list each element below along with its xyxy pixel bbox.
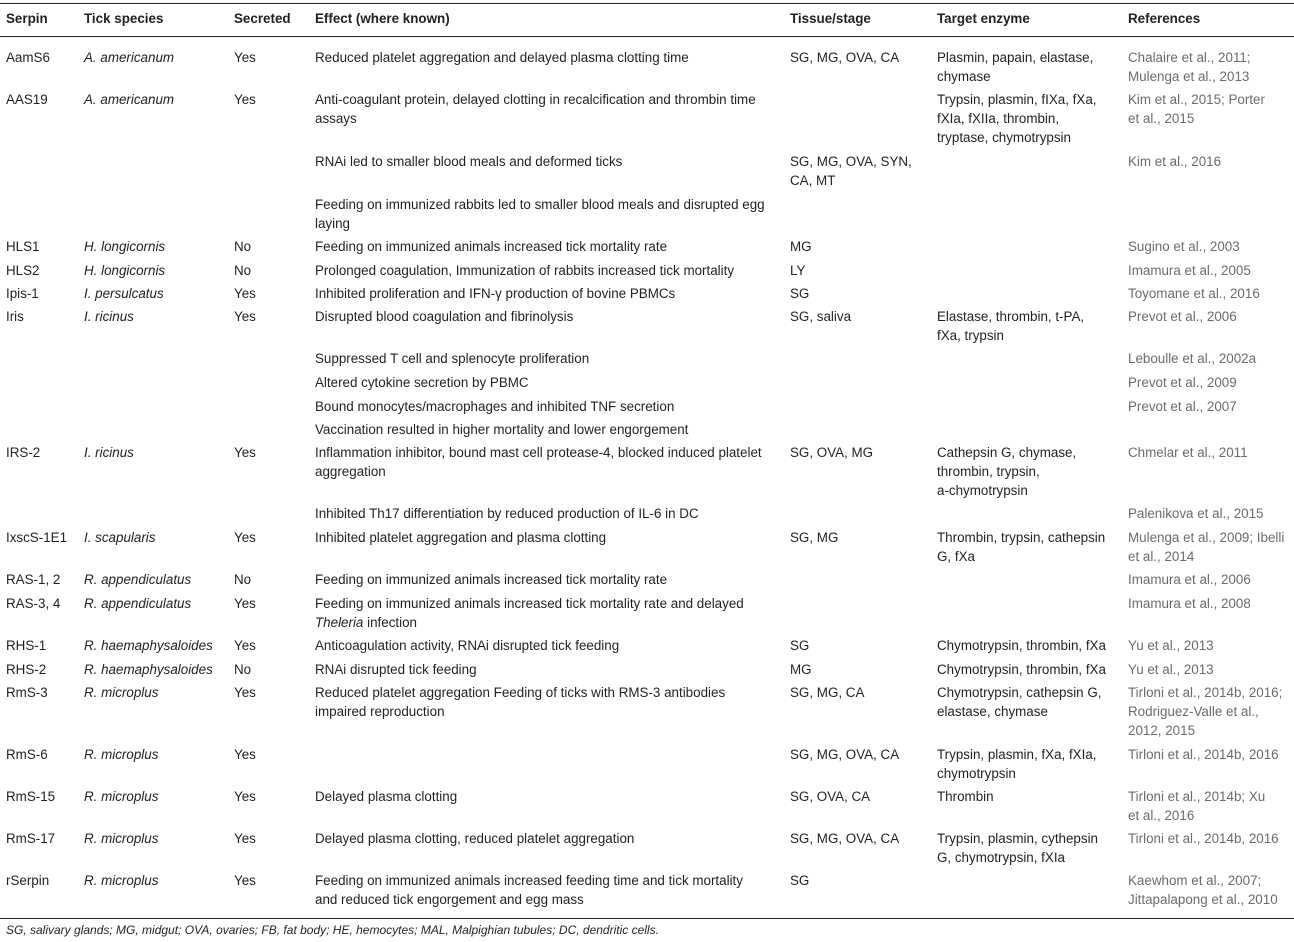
cell-serpin: RmS-3 xyxy=(6,685,48,700)
cell-secreted: No xyxy=(234,263,252,278)
header-species: Tick species xyxy=(84,11,164,26)
cell-serpin: IxscS-1E1 xyxy=(6,530,68,545)
table-footnote: SG, salivary glands; MG, midgut; OVA, ovaries; FB, fat body; HE, hemocytes; MAL, Malpighian tubules; DC, dendritic cells. xyxy=(6,923,659,937)
cell-species: R. microplus xyxy=(84,747,159,762)
cell-species: R. microplus xyxy=(84,831,159,846)
cell-serpin: Ipis-1 xyxy=(6,286,39,301)
header-references: References xyxy=(1128,11,1201,26)
cell-references: Kaewhom et al., 2007; xyxy=(1128,873,1262,888)
cell-references: Toyomane et al., 2016 xyxy=(1128,286,1260,301)
cell-secreted: No xyxy=(234,572,252,587)
cell-effect: Suppressed T cell and splenocyte proliferation xyxy=(315,351,590,366)
cell-secreted: Yes xyxy=(234,309,256,324)
cell-serpin: Iris xyxy=(6,309,24,324)
cell-species: R. haemaphysaloides xyxy=(84,662,213,677)
cell-target: Cathepsin G, chymase, xyxy=(937,445,1077,460)
cell-serpin: AAS19 xyxy=(6,92,48,107)
cell-references: Kim et al., 2015; Porter xyxy=(1128,92,1265,107)
cell-references: Chalaire et al., 2011; xyxy=(1128,50,1251,65)
cell-target: tryptase, chymotrypsin xyxy=(937,130,1071,145)
cell-serpin: RmS-17 xyxy=(6,831,56,846)
genus-name: Theleria xyxy=(315,615,364,630)
cell-references: Imamura et al., 2006 xyxy=(1128,572,1251,587)
cell-references: Yu et al., 2013 xyxy=(1128,662,1214,677)
cell-effect: Delayed plasma clotting xyxy=(315,789,458,804)
cell-effect: aggregation xyxy=(315,464,386,479)
cell-tissue: MG xyxy=(790,239,812,254)
cell-serpin: IRS-2 xyxy=(6,445,41,460)
cell-references: Tirloni et al., 2014b, 2016; xyxy=(1128,685,1283,700)
cell-references: Leboulle et al., 2002a xyxy=(1128,351,1257,366)
cell-serpin: AamS6 xyxy=(6,50,50,65)
cell-target: Thrombin, trypsin, cathepsin xyxy=(937,530,1106,545)
cell-effect: Altered cytokine secretion by PBMC xyxy=(315,375,529,390)
cell-serpin: RmS-6 xyxy=(6,747,48,762)
cell-target: chymotrypsin xyxy=(937,766,1016,781)
cell-references: Palenikova et al., 2015 xyxy=(1128,506,1264,521)
header-target: Target enzyme xyxy=(937,11,1030,26)
cell-tissue: SG, OVA, CA xyxy=(790,789,871,804)
cell-references: Prevot et al., 2009 xyxy=(1128,375,1237,390)
cell-species: R. appendiculatus xyxy=(84,596,192,611)
table-bottom-rule xyxy=(0,918,1294,919)
cell-serpin: HLS1 xyxy=(6,239,40,254)
cell-species: R. microplus xyxy=(84,873,159,888)
cell-secreted: Yes xyxy=(234,286,256,301)
cell-secreted: Yes xyxy=(234,50,256,65)
cell-references: Kim et al., 2016 xyxy=(1128,154,1222,169)
cell-effect: laying xyxy=(315,216,350,231)
cell-references: 2012, 2015 xyxy=(1128,723,1196,738)
cell-target: thrombin, trypsin, xyxy=(937,464,1040,479)
cell-tissue: SG, MG, OVA, CA xyxy=(790,747,900,762)
cell-references: Sugino et al., 2003 xyxy=(1128,239,1240,254)
cell-references: Jittapalapong et al., 2010 xyxy=(1128,892,1278,907)
cell-references: Tirloni et al., 2014b, 2016 xyxy=(1128,747,1279,762)
cell-effect: Theleria infection xyxy=(315,615,417,630)
cell-references: Chmelar et al., 2011 xyxy=(1128,445,1248,460)
cell-serpin: RHS-1 xyxy=(6,638,47,653)
cell-effect: Feeding on immunized animals increased feeding time and tick mortality xyxy=(315,873,743,888)
header-tissue: Tissue/stage xyxy=(790,11,871,26)
cell-references: et al., 2015 xyxy=(1128,111,1195,126)
table-top-rule xyxy=(0,3,1294,4)
cell-effect: Inhibited Th17 differentiation by reduced production of IL-6 in DC xyxy=(315,506,699,521)
cell-species: I. ricinus xyxy=(84,309,134,324)
cell-species: I. persulcatus xyxy=(84,286,164,301)
cell-references: Imamura et al., 2005 xyxy=(1128,263,1251,278)
cell-serpin: RmS-15 xyxy=(6,789,56,804)
cell-secreted: Yes xyxy=(234,596,256,611)
cell-effect: Disrupted blood coagulation and fibrinolysis xyxy=(315,309,574,324)
cell-species: I. ricinus xyxy=(84,445,134,460)
cell-target: elastase, chymase xyxy=(937,704,1048,719)
cell-secreted: No xyxy=(234,662,252,677)
cell-target: Elastase, thrombin, t-PA, xyxy=(937,309,1085,324)
cell-effect: Bound monocytes/macrophages and inhibited TNF secretion xyxy=(315,399,675,414)
cell-serpin: HLS2 xyxy=(6,263,40,278)
cell-target: Plasmin, papain, elastase, xyxy=(937,50,1094,65)
cell-target: Chymotrypsin, cathepsin G, xyxy=(937,685,1102,700)
cell-effect: RNAi led to smaller blood meals and deformed ticks xyxy=(315,154,623,169)
header-secreted: Secreted xyxy=(234,11,291,26)
cell-references: Rodriguez-Valle et al., xyxy=(1128,704,1259,719)
cell-species: H. longicornis xyxy=(84,239,166,254)
cell-effect: Reduced platelet aggregation Feeding of ticks with RMS-3 antibodies xyxy=(315,685,726,700)
cell-tissue: SG, OVA, MG xyxy=(790,445,874,460)
cell-species: H. longicornis xyxy=(84,263,166,278)
cell-references: Tirloni et al., 2014b, 2016 xyxy=(1128,831,1279,846)
cell-species: R. microplus xyxy=(84,685,159,700)
cell-references: Imamura et al., 2008 xyxy=(1128,596,1251,611)
cell-effect: Inhibited proliferation and IFN-γ production of bovine PBMCs xyxy=(315,286,676,301)
cell-references: Prevot et al., 2007 xyxy=(1128,399,1237,414)
cell-target: fXa, trypsin xyxy=(937,328,1004,343)
cell-references: Mulenga et al., 2013 xyxy=(1128,69,1250,84)
cell-secreted: Yes xyxy=(234,638,256,653)
cell-target: Chymotrypsin, thrombin, fXa xyxy=(937,638,1106,653)
cell-effect: Feeding on immunized animals increased tick mortality rate xyxy=(315,239,668,254)
cell-effect: assays xyxy=(315,111,357,126)
cell-target: a-chymotrypsin xyxy=(937,483,1028,498)
cell-species: A. americanum xyxy=(84,92,175,107)
cell-species: R. appendiculatus xyxy=(84,572,192,587)
cell-target: fXIa, fXIIa, thrombin, xyxy=(937,111,1060,126)
header-serpin: Serpin xyxy=(6,11,48,26)
cell-tissue: SG, MG, CA xyxy=(790,685,865,700)
cell-tissue: LY xyxy=(790,263,806,278)
cell-tissue: SG, MG, OVA, SYN, xyxy=(790,154,912,169)
cell-references: Tirloni et al., 2014b; Xu xyxy=(1128,789,1266,804)
cell-species: R. haemaphysaloides xyxy=(84,638,213,653)
cell-tissue: SG xyxy=(790,638,810,653)
cell-secreted: No xyxy=(234,239,252,254)
cell-species: A. americanum xyxy=(84,50,175,65)
cell-effect: RNAi disrupted tick feeding xyxy=(315,662,477,677)
cell-effect: Inflammation inhibitor, bound mast cell protease-4, blocked induced platelet xyxy=(315,445,762,460)
cell-target: Thrombin xyxy=(937,789,994,804)
cell-effect: impaired reproduction xyxy=(315,704,445,719)
cell-secreted: Yes xyxy=(234,530,256,545)
cell-effect: Feeding on immunized animals increased tick mortality rate xyxy=(315,572,668,587)
cell-secreted: Yes xyxy=(234,831,256,846)
cell-tissue: CA, MT xyxy=(790,173,836,188)
cell-references: Yu et al., 2013 xyxy=(1128,638,1214,653)
cell-secreted: Yes xyxy=(234,92,256,107)
cell-effect: Feeding on immunized rabbits led to smaller blood meals and disrupted egg xyxy=(315,197,765,212)
cell-target: chymase xyxy=(937,69,991,84)
cell-references: et al., 2014 xyxy=(1128,549,1195,564)
cell-target: Trypsin, plasmin, cythepsin xyxy=(937,831,1098,846)
cell-effect: Delayed plasma clotting, reduced platelet aggregation xyxy=(315,831,635,846)
cell-effect: Anticoagulation activity, RNAi disrupted tick feeding xyxy=(315,638,620,653)
cell-tissue: SG, MG, OVA, CA xyxy=(790,50,900,65)
cell-references: Mulenga et al., 2009; Ibelli xyxy=(1128,530,1285,545)
cell-tissue: SG, MG, OVA, CA xyxy=(790,831,900,846)
cell-effect: Anti-coagulant protein, delayed clotting in recalcification and thrombin time xyxy=(315,92,756,107)
cell-tissue: SG xyxy=(790,873,810,888)
cell-target: Trypsin, plasmin, fIXa, fXa, xyxy=(937,92,1097,107)
cell-effect: and reduced tick engorgement and egg mass xyxy=(315,892,584,907)
cell-tissue: SG xyxy=(790,286,810,301)
cell-effect: Reduced platelet aggregation and delayed plasma clotting time xyxy=(315,50,689,65)
cell-target: Chymotrypsin, thrombin, fXa xyxy=(937,662,1106,677)
cell-species: R. microplus xyxy=(84,789,159,804)
cell-serpin: RAS-1, 2 xyxy=(6,572,61,587)
cell-species: I. scapularis xyxy=(84,530,156,545)
table-header-rule xyxy=(0,36,1294,37)
header-effect: Effect (where known) xyxy=(315,11,450,26)
cell-target: G, chymotrypsin, fXIa xyxy=(937,850,1065,865)
cell-effect: Feeding on immunized animals increased tick mortality rate and delayed xyxy=(315,596,744,611)
cell-serpin: rSerpin xyxy=(6,873,50,888)
cell-references: et al., 2016 xyxy=(1128,808,1195,823)
cell-tissue: SG, MG xyxy=(790,530,839,545)
cell-tissue: MG xyxy=(790,662,812,677)
cell-secreted: Yes xyxy=(234,747,256,762)
cell-serpin: RHS-2 xyxy=(6,662,47,677)
cell-target: Trypsin, plasmin, fXa, fXIa, xyxy=(937,747,1097,762)
cell-secreted: Yes xyxy=(234,789,256,804)
cell-secreted: Yes xyxy=(234,685,256,700)
cell-tissue: SG, saliva xyxy=(790,309,852,324)
cell-secreted: Yes xyxy=(234,445,256,460)
cell-serpin: RAS-3, 4 xyxy=(6,596,61,611)
cell-effect: Prolonged coagulation, Immunization of rabbits increased tick mortality xyxy=(315,263,735,278)
cell-target: G, fXa xyxy=(937,549,975,564)
cell-secreted: Yes xyxy=(234,873,256,888)
cell-effect: Vaccination resulted in higher mortality and lower engorgement xyxy=(315,422,689,437)
cell-effect: Inhibited platelet aggregation and plasma clotting xyxy=(315,530,607,545)
cell-references: Prevot et al., 2006 xyxy=(1128,309,1237,324)
